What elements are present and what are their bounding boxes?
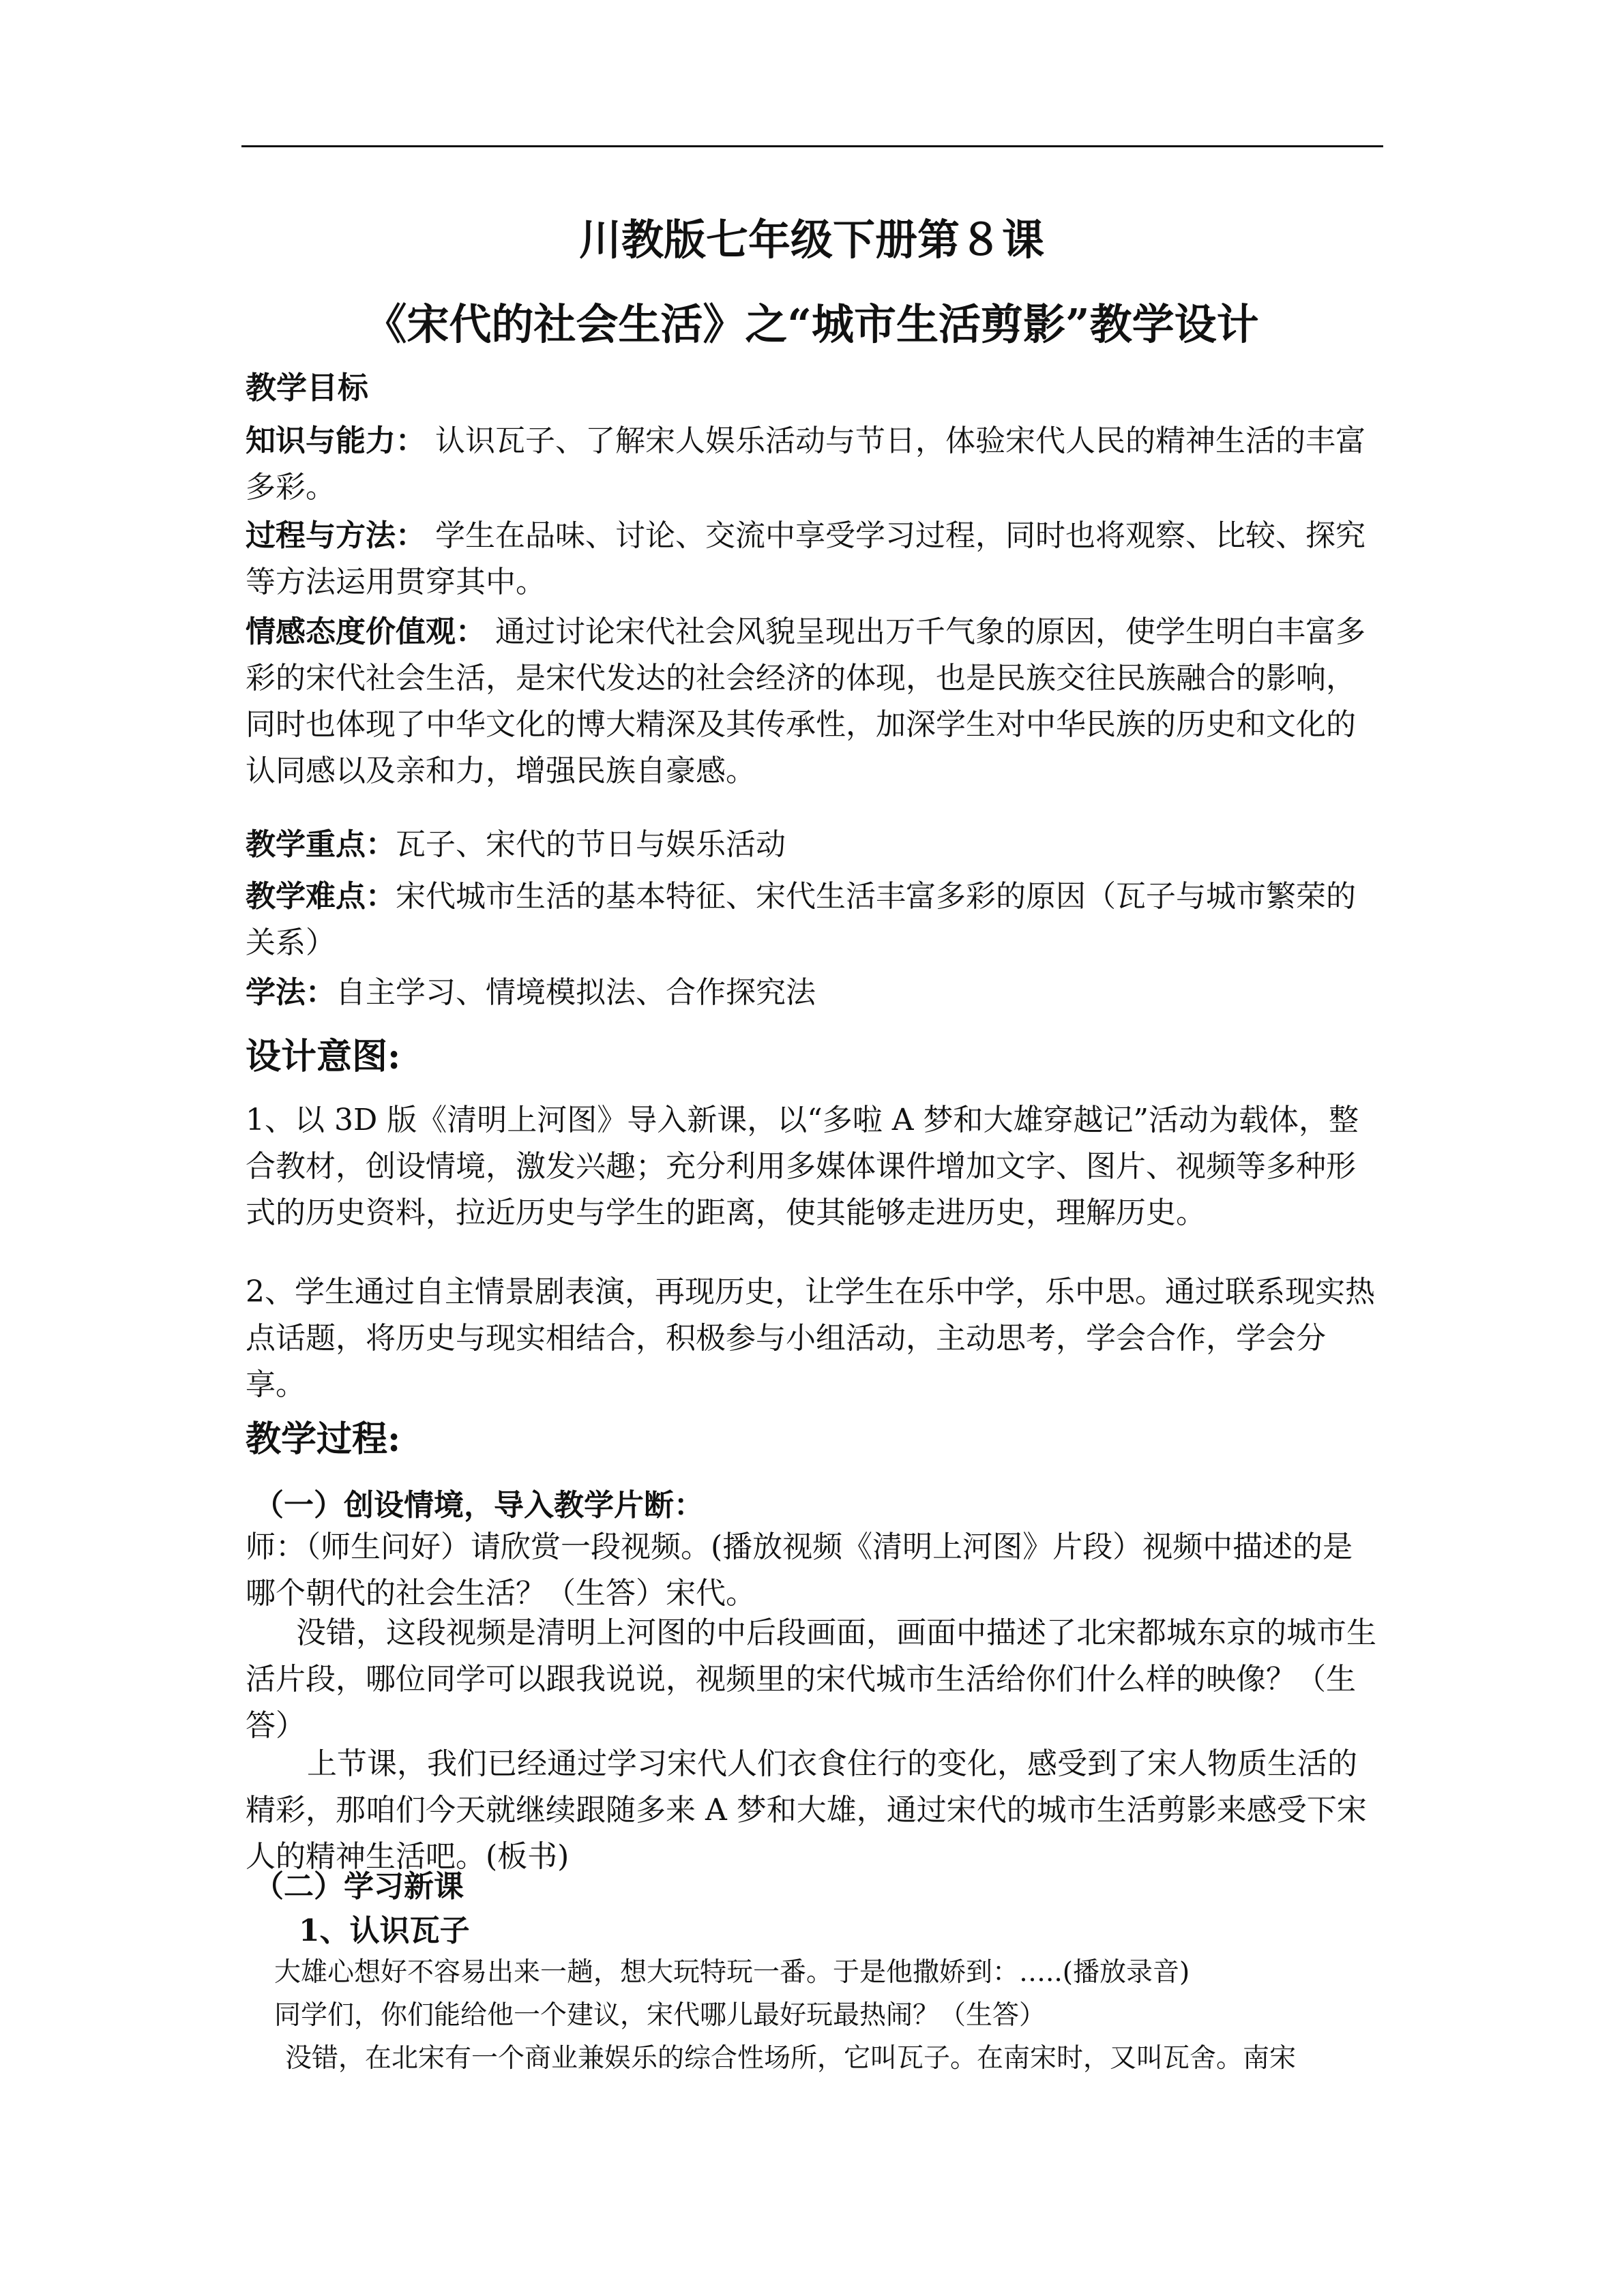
teaching-process-heading: 教学过程: — [246, 1418, 401, 1460]
learning-method — [246, 970, 1378, 1016]
key-points-text: 瓦子、宋代的节日与娱乐活动 — [396, 827, 786, 862]
design-intent-paragraph-2: 2、学生通过自主情景剧表演，再现历史，让学生在乐中学，乐中思。通过联系现实热点话题，将历史与现实相结合，积极参与小组活动，主动思考，学会合作，学会分享。 — [246, 1274, 1375, 1402]
key-points-label: 教学重点： — [246, 827, 396, 862]
objective-emotion — [246, 609, 1378, 794]
header-rule — [241, 145, 1383, 147]
key-points — [246, 822, 1378, 868]
section-1-paragraph-1: 师：（师生问好）请欣赏一段视频。(播放视频《清明上河图》片段）视频中描述的是哪个朝代的社会生活？（生答）宋代。 — [246, 1530, 1353, 1611]
objective-process-label: 过程与方法： — [246, 518, 426, 553]
objective-emotion-label: 情感态度价值观： — [246, 614, 486, 649]
section-2-subheading: 1、认识瓦子 — [299, 1913, 470, 1948]
learning-method-label: 学法： — [246, 975, 336, 1010]
objective-knowledge — [246, 418, 1378, 511]
section-2-heading: （二）学习新课 — [254, 1869, 464, 1904]
section-2-line-1: 大雄心想好不容易出来一趟，想大玩特玩一番。于是他撒娇到：…..(播放录音) — [274, 1957, 1190, 1988]
document-subtitle: 《宋代的社会生活》之“城市生活剪影”教学设计 — [364, 299, 1259, 349]
difficult-points-label: 教学难点： — [246, 879, 396, 914]
objective-process-text: 学生在品味、讨论、交流中享受学习过程，同时也将观察、比较、探究等方法运用贯穿其中。 — [246, 518, 1365, 599]
objective-knowledge-text: 认识瓦子、了解宋人娱乐活动与节日，体验宋代人民的精神生活的丰富多彩。 — [246, 423, 1365, 505]
objectives-heading: 教学目标 — [246, 370, 369, 406]
difficult-points-text: 宋代城市生活的基本特征、宋代生活丰富多彩的原因（瓦子与城市繁荣的关系） — [246, 879, 1356, 960]
learning-method-text: 自主学习、情境模拟法、合作探究法 — [336, 975, 816, 1010]
objective-emotion-text: 通过讨论宋代社会风貌呈现出万千气象的原因，使学生明白丰富多彩的宋代社会生活，是宋代发达的社会经济的体现，也是民族交往民族融合的影响，同时也体现了中华文化的博大精深及其传承性，加深学生对中华民族的历史和文化的认同感以及亲和力，增强民族自豪感。 — [246, 614, 1365, 788]
document-title: 川教版七年级下册第８课 — [578, 215, 1044, 265]
design-intent-heading: 设计意图: — [246, 1036, 401, 1077]
section-2-line-3: 没错，在北宋有一个商业兼娱乐的综合性场所，它叫瓦子。在南宋时，又叫瓦舍。南宋 — [285, 2043, 1297, 2074]
design-intent-paragraph-1: 1、以 3D 版《清明上河图》导入新课，以“多啦 A 梦和大雄穿越记”活动为载体，整合教材，创设情境，激发兴趣；充分利用多媒体课件增加文字、图片、视频等多种形式的历史资料，拉近历史与学生的距离，使其能够走进历史，理解历史。 — [246, 1103, 1359, 1230]
section-1-paragraph-3: 上节课，我们已经通过学习宋代人们衣食住行的变化，感受到了宋人物质生活的精彩，那咱们今天就继续跟随多来 A 梦和大雄，通过宋代的城市生活剪影来感受下宋人的精神生活吧。(板书) — [246, 1746, 1367, 1874]
section-2-line-2: 同学们，你们能给他一个建议，宋代哪儿最好玩最热闹？（生答） — [274, 2000, 1046, 2031]
objective-process — [246, 513, 1378, 606]
section-1-paragraph-2: 没错，这段视频是清明上河图的中后段画面，画面中描述了北宋都城东京的城市生活片段，哪位同学可以跟我说说，视频里的宋代城市生活给你们什么样的映像？（生答） — [246, 1615, 1376, 1743]
difficult-points — [246, 874, 1378, 966]
section-1-heading: （一）创设情境，导入教学片断： — [254, 1488, 704, 1523]
objective-knowledge-label: 知识与能力： — [246, 423, 426, 458]
